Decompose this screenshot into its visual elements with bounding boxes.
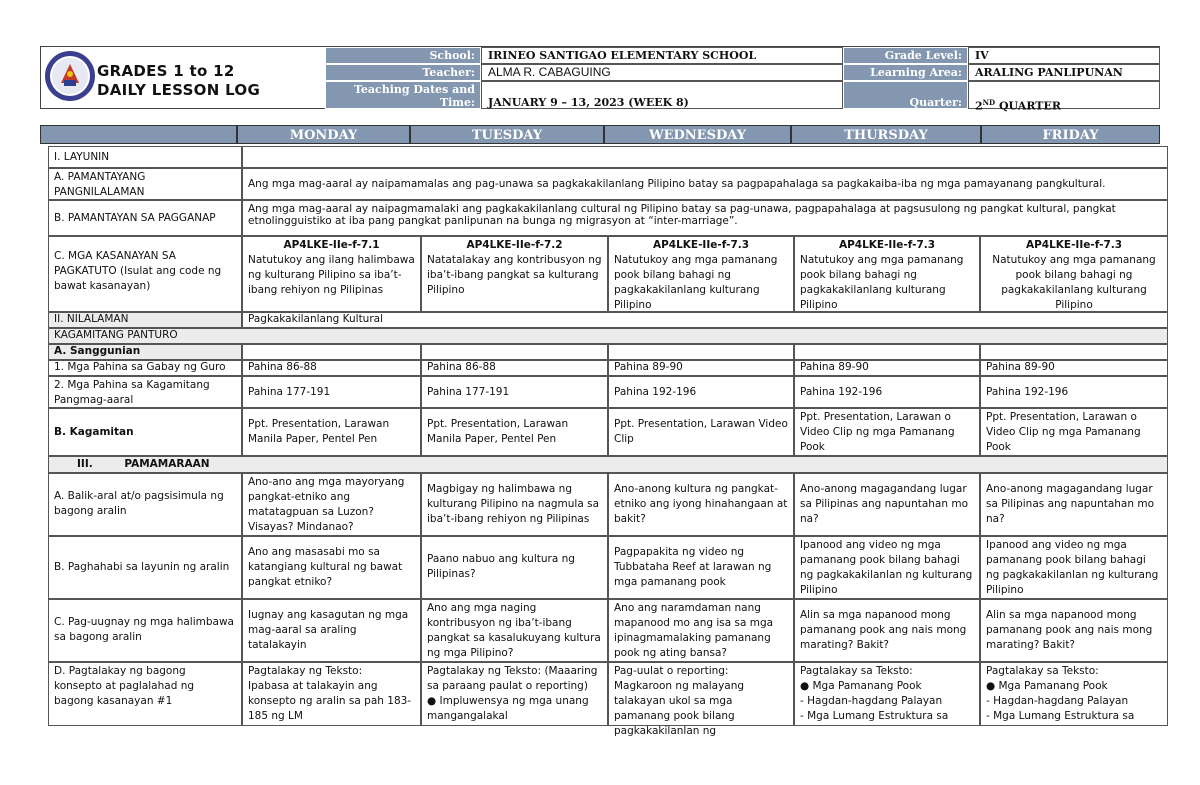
gabay-guro-label: 1. Mga Pahina sa Gabay ng Guro <box>48 360 242 376</box>
pagtalakay-monday <box>242 662 421 726</box>
kasanayan-code: AP4LKE-IIe-f-7.3 <box>1025 239 1123 251</box>
pagtalakay-line: Pagtalakay ng Teksto: (Maaaring sa paraang paulat o reporting) <box>427 665 598 692</box>
kagamitan-tuesday: Ppt. Presentation, Larawan Manila Paper, Pentel Pen <box>421 408 608 456</box>
nilalaman-label: II. NILALAMAN <box>48 312 242 328</box>
pagtalakay-line: Pagtalakay sa Teksto: <box>800 665 913 677</box>
kagamitan-wednesday: Ppt. Presentation, Larawan Video Clip <box>608 408 794 456</box>
pagtalakay-line: Pagtalakay sa Teksto: <box>986 665 1099 677</box>
kasanayan-code: AP4LKE-IIe-f-7.3 <box>838 239 936 251</box>
balik-aral-thursday: Ano-anong magagandang lugar sa Pilipinas ang napuntahan mo na? <box>794 473 980 536</box>
title-line-2: DAILY LESSON LOG <box>97 81 261 99</box>
pagtalakay-thursday <box>794 662 980 726</box>
pagtalakay-line: ● Impluwensya ng mga unang mangangalakal <box>427 695 589 722</box>
kasanayan-label <box>48 236 242 312</box>
kasanayan-text: Natutukoy ang mga pamanang pook bilang bahagi ng pagkakakilanlang kulturang Pilipino <box>992 254 1156 311</box>
sanggunian-monday <box>242 344 421 360</box>
quarter-word: QUARTER <box>998 99 1061 113</box>
sanggunian-friday <box>980 344 1168 360</box>
kasanayan-thursday <box>794 236 980 312</box>
title-line-1: GRADES 1 to 12 <box>97 62 235 80</box>
learning-area-value: ARALING PANLIPUNAN <box>968 64 1160 81</box>
balik-aral-friday: Ano-anong magagandang lugar sa Pilipinas ang napuntahan mo na? <box>980 473 1168 536</box>
learning-area-label: Learning Area: <box>843 64 968 81</box>
day-friday: FRIDAY <box>981 125 1160 144</box>
pagtalakay-line: Pag-uulat o reporting: <box>614 665 729 677</box>
pag-uugnay-tuesday: Ano ang mga naging kontribusyon ng iba’t-ibang pangkat sa kasalukuyang kultura ng mga Pilipino? <box>421 599 608 662</box>
kasanayan-monday <box>242 236 421 312</box>
pagtalakay-line: Magkaroon ng malayang talakayan ukol sa mga pamanang pook bilang pagkakakilanlan ng <box>614 680 745 737</box>
kagamitan-monday: Ppt. Presentation, Larawan Manila Paper, Pentel Pen <box>242 408 421 456</box>
school-label: School: <box>325 47 481 64</box>
kasanayan-text: Natutukoy ang mga pamanang pook bilang bahagi ng pagkakakilanlang kulturang Pilipino <box>614 254 778 311</box>
quarter-label: Quarter: <box>843 81 968 109</box>
kasanayan-label-title: C. MGA KASANAYAN SA PAGKATUTO <box>54 250 176 277</box>
teacher-value: ALMA R. CABAGUING <box>481 64 843 81</box>
kasanayan-text: Natutukoy ang ilang halimbawa ng kulturang Pilipino sa iba’t-ibang rehiyon ng Pilipinas <box>248 254 415 296</box>
grade-level-value: IV <box>968 47 1160 64</box>
pag-uugnay-wednesday: Ano ang naramdaman nang mapanood mo ang isa sa mga ipinagmamalaking pamanang pook ng ating bansa? <box>608 599 794 662</box>
pagganap-text: Ang mga mag-aaral ay naipagmamalaki ang pagkakakilanlang cultural ng Pilipino batay sa pag-unawa, pagpapahalaga at pagsusulong ng pangkat kultural, pangkat etnolingguistiko at iba pang pangkat panlipunan na bunga ng migrasyon at “inter-marriage”. <box>242 200 1168 236</box>
teaching-dates-label <box>325 81 481 109</box>
pagtalakay-line: - Hagdan-hagdang Palayan <box>986 695 1129 707</box>
gabay-guro-wednesday: Pahina 89-90 <box>608 360 794 376</box>
gabay-guro-monday: Pahina 86-88 <box>242 360 421 376</box>
pagganap-label: B. PAMANTAYAN SA PAGGANAP <box>48 200 242 236</box>
layunin-label: I. LAYUNIN <box>48 146 242 168</box>
balik-aral-tuesday: Magbigay ng halimbawa ng kulturang Pilipino na nagmula sa iba’t-ibang rehiyon ng Pilipinas <box>421 473 608 536</box>
kasanayan-friday <box>980 236 1168 312</box>
teaching-dates-label-line2: Time: <box>439 96 475 109</box>
pag-uugnay-monday: Iugnay ang kasagutan ng mga mag-aaral sa araling tatalakayin <box>242 599 421 662</box>
teaching-dates-value: JANUARY 9 – 13, 2023 (WEEK 8) <box>481 81 843 109</box>
kagamitang-panturo-heading: KAGAMITANG PANTURO <box>48 328 1168 344</box>
grade-level-label: Grade Level: <box>843 47 968 64</box>
kagamitan-label: B. Kagamitan <box>48 408 242 456</box>
kagamitan-thursday: Ppt. Presentation, Larawan o Video Clip ng mga Pamanang Pook <box>794 408 980 456</box>
pagtalakay-line: ● Mga Pamanang Pook <box>800 680 922 692</box>
paghahabi-monday: Ano ang masasabi mo sa katangiang kultural ng bawat pangkat etniko? <box>242 536 421 599</box>
day-header-blank <box>40 125 237 144</box>
sanggunian-thursday <box>794 344 980 360</box>
sanggunian-tuesday <box>421 344 608 360</box>
kasanayan-code: AP4LKE-IIe-f-7.3 <box>652 239 750 251</box>
kasanayan-tuesday <box>421 236 608 312</box>
kagamitang-pages-monday: Pahina 177-191 <box>242 376 421 408</box>
paghahabi-tuesday: Paano nabuo ang kultura ng Pilipinas? <box>421 536 608 599</box>
kasanayan-code: AP4LKE-IIe-f-7.2 <box>466 239 563 251</box>
sanggunian-wednesday <box>608 344 794 360</box>
pag-uugnay-thursday: Alin sa mga napanood mong pamanang pook ang nais mong marating? Bakit? <box>794 599 980 662</box>
pag-uugnay-friday: Alin sa mga napanood mong pamanang pook ang nais mong marating? Bakit? <box>980 599 1168 662</box>
balik-aral-monday: Ano-ano ang mga mayoryang pangkat-etniko ang matatagpuan sa Luzon? Visayas? Mindanao? <box>242 473 421 536</box>
pagtalakay-wednesday <box>608 662 794 737</box>
day-header-row <box>40 125 1160 144</box>
day-tuesday: TUESDAY <box>410 125 604 144</box>
pagtalakay-label: D. Pagtalakay ng bagong konsepto at paglalahad ng bagong kasanayan #1 <box>48 662 242 726</box>
pamamaraan-number: III. <box>77 458 93 470</box>
paghahabi-label: B. Paghahabi sa layunin ng aralin <box>48 536 242 599</box>
paghahabi-wednesday: Pagpapakita ng video ng Tubbataha Reef at larawan ng mga pamanang pook <box>608 536 794 599</box>
pagtalakay-line: - Mga Lumang Estruktura sa <box>800 710 949 722</box>
school-value: IRINEO SANTIGAO ELEMENTARY SCHOOL <box>481 47 843 64</box>
paghahabi-thursday: Ipanood ang video ng mga pamanang pook bilang bahagi ng pagkakakilanlan ng kulturang Pilipino <box>794 536 980 599</box>
quarter-value <box>968 81 1160 113</box>
kagamitang-pages-thursday: Pahina 192-196 <box>794 376 980 408</box>
kasanayan-wednesday <box>608 236 794 312</box>
kagamitan-friday: Ppt. Presentation, Larawan o Video Clip ng mga Pamanang Pook <box>980 408 1168 456</box>
pagtalakay-tuesday <box>421 662 608 726</box>
pagtalakay-line: - Mga Lumang Estruktura sa <box>986 710 1135 722</box>
paghahabi-friday: Ipanood ang video ng mga pamanang pook bilang bahagi ng pagkakakilanlan ng kulturang Pilipino <box>980 536 1168 599</box>
deped-seal-icon <box>44 50 96 102</box>
pagtalakay-line: Ipabasa at talakayin ang konsepto ng aralin sa pah 183-185 ng LM <box>248 680 412 722</box>
gabay-guro-tuesday: Pahina 86-88 <box>421 360 608 376</box>
balik-aral-wednesday: Ano-anong kultura ng pangkat-etniko ang iyong hinahangaan at bakit? <box>608 473 794 536</box>
pagtalakay-line: Pagtalakay ng Teksto: <box>248 665 363 677</box>
teaching-dates-label-line1: Teaching Dates and <box>353 83 475 96</box>
pagtalakay-line: ● Mga Pamanang Pook <box>986 680 1108 692</box>
kagamitang-pages-tuesday: Pahina 177-191 <box>421 376 608 408</box>
kasanayan-text: Natatalakay ang kontribusyon ng iba’t-ibang pangkat sa kulturang Pilipino <box>427 254 602 296</box>
gabay-guro-friday: Pahina 89-90 <box>980 360 1168 376</box>
pamantayang-text: Ang mga mag-aaral ay naipamamalas ang pag-unawa sa pagkakakilanlang Pilipino batay sa pagpapahalaga sa pagkakaiba-iba ng mga pamayanang pangkultural. <box>242 168 1168 200</box>
kasanayan-text: Natutukoy ang mga pamanang pook bilang bahagi ng pagkakakilanlang kulturang Pilipino <box>800 254 964 311</box>
kagamitang-mag-aaral-label: 2. Mga Pahina sa Kagamitang Pangmag-aaral <box>48 376 242 408</box>
kasanayan-code: AP4LKE-IIe-f-7.1 <box>283 239 380 251</box>
pamamaraan-heading <box>48 456 1168 473</box>
day-wednesday: WEDNESDAY <box>604 125 791 144</box>
pag-uugnay-label: C. Pag-uugnay ng mga halimbawa sa bagong aralin <box>48 599 242 662</box>
gabay-guro-thursday: Pahina 89-90 <box>794 360 980 376</box>
pagtalakay-friday <box>980 662 1168 726</box>
quarter-number: 2 <box>975 99 983 113</box>
day-monday: MONDAY <box>237 125 410 144</box>
quarter-suffix: ND <box>982 98 996 107</box>
nilalaman-text: Pagkakakilanlang Kultural <box>242 312 1168 328</box>
teacher-label: Teacher: <box>325 64 481 81</box>
sanggunian-label: A. Sanggunian <box>48 344 242 360</box>
kasanayan-label-note: (Isulat ang code ng bawat kasanayan) <box>54 265 222 292</box>
pagtalakay-line: - Hagdan-hagdang Palayan <box>800 695 943 707</box>
kagamitang-pages-friday: Pahina 192-196 <box>980 376 1168 408</box>
pamamaraan-title: PAMAMARAAN <box>124 458 210 470</box>
layunin-blank <box>242 146 1168 168</box>
balik-aral-label: A. Balik-aral at/o pagsisimula ng bagong aralin <box>48 473 242 536</box>
pamantayang-label: A. PAMANTAYANG PANGNILALAMAN <box>48 168 242 200</box>
day-thursday: THURSDAY <box>791 125 981 144</box>
kagamitang-pages-wednesday: Pahina 192-196 <box>608 376 794 408</box>
